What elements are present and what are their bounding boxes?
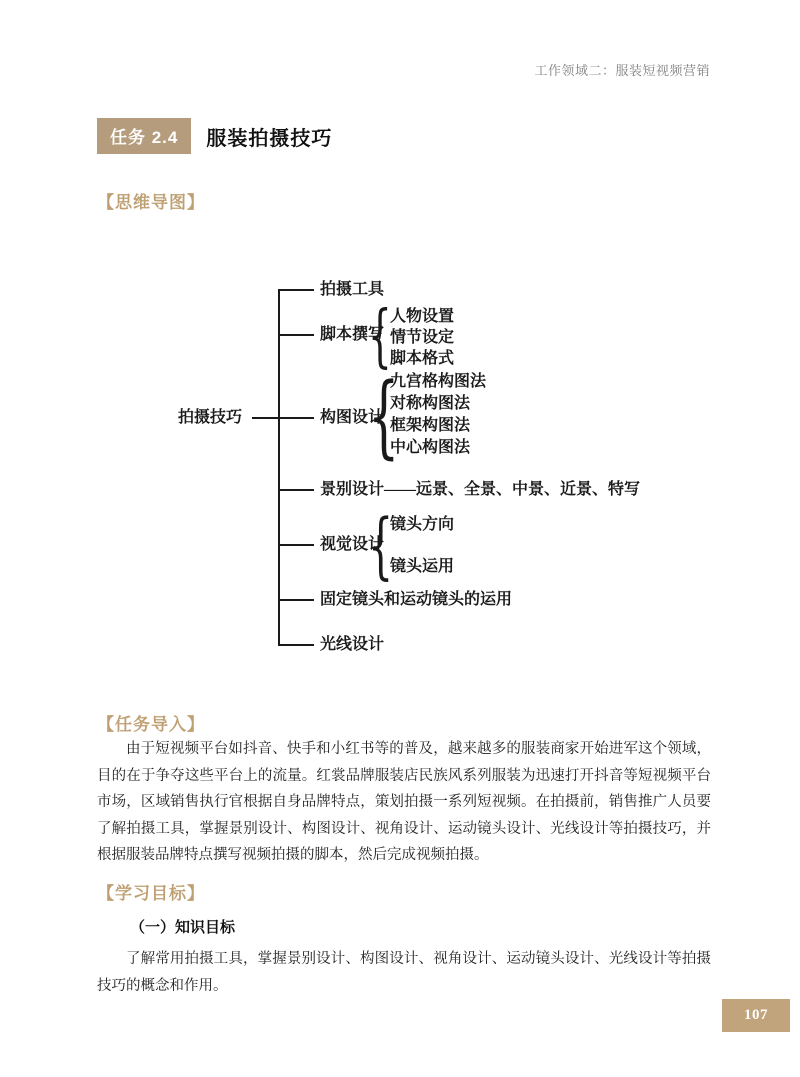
mindmap-branch-line [278, 644, 314, 646]
section-heading-objectives: 【学习目标】 [97, 884, 205, 903]
mindmap-branch-label: 视觉设计 [320, 536, 385, 553]
running-header: 工作领域二：服装短视频营销 [534, 63, 710, 78]
mindmap-branch-label: 构图设计 [320, 409, 385, 426]
section-heading-mindmap: 【思维导图】 [97, 193, 205, 212]
mindmap-branch-line [278, 544, 314, 546]
knowledge-goal-subheading: （一）知识目标 [130, 919, 236, 936]
mindmap-leaf-label: 脚本格式 [390, 350, 455, 367]
mindmap-branch-label: 景别设计——远景、全景、中景、近景、特写 [320, 481, 641, 498]
page-number-badge: 107 [722, 999, 790, 1032]
mindmap-branch-label: 脚本撰写 [320, 326, 385, 343]
section-heading-task-intro: 【任务导入】 [97, 715, 205, 734]
mindmap-leaf-label: 镜头运用 [390, 558, 455, 575]
task-intro-paragraph: 由于短视频平台如抖音、快手和小红书等的普及，越来越多的服装商家开始进军这个领域，目的在于争夺这些平台上的流量。红裳品牌服装店民族风系列服装为迅速打开抖音等短视频平台市场，区域销售执行官根据自身品牌特点，策划拍摄一系列短视频。在拍摄前，销售推广人员要了解拍摄工具，掌握景别设计、构图设计、视角设计、运动镜头设计、光线设计等拍摄技巧，并根据服装品牌特点撰写视频拍摄的脚本，然后完成视频拍摄。 [97, 741, 711, 863]
mindmap-branch-line [278, 489, 314, 491]
mindmap-leaf-label: 框架构图法 [390, 417, 471, 434]
mindmap-leaf-label: 情节设定 [390, 329, 455, 346]
mindmap-branch-label: 拍摄工具 [320, 281, 385, 298]
page-title: 服装拍摄技巧 [206, 127, 333, 150]
mindmap-leaf-label: 镜头方向 [390, 516, 455, 533]
mindmap-leaf-label: 中心构图法 [390, 439, 471, 456]
mindmap-diagram [170, 275, 680, 675]
brace-icon: { [368, 364, 400, 469]
mindmap-branch-line [278, 599, 314, 601]
knowledge-goal-paragraph: 了解常用拍摄工具，掌握景别设计、构图设计、视角设计、运动镜头设计、光线设计等拍摄技巧的概念和作用。 [97, 951, 711, 994]
mindmap-leaf-label: 人物设置 [390, 308, 455, 325]
mindmap-leaf-label: 对称构图法 [390, 395, 471, 412]
mindmap-root-connector-line [252, 417, 278, 419]
mindmap-branch-label: 固定镜头和运动镜头的运用 [320, 591, 513, 608]
mindmap-branch-line [278, 289, 314, 291]
brace-icon: { [368, 503, 394, 587]
mindmap-branch-label: 光线设计 [320, 636, 385, 653]
mindmap-leaf-label: 九宫格构图法 [390, 373, 487, 390]
brace-icon: { [368, 297, 392, 376]
task-title-row [97, 118, 332, 154]
mindmap-trunk-line [278, 289, 280, 646]
mindmap-branch-line [278, 334, 314, 336]
mindmap-branch-line [278, 417, 314, 419]
mindmap-root-label: 拍摄技巧 [178, 409, 243, 426]
task-number-badge: 任务 2.4 [97, 118, 191, 154]
